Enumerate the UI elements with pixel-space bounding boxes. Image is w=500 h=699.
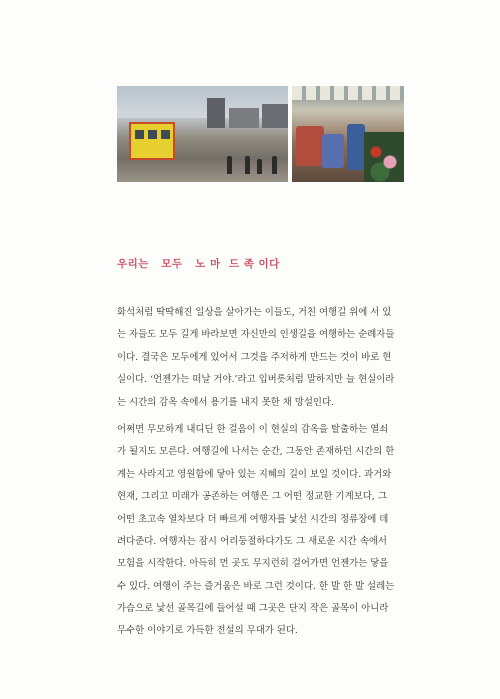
paragraph-2 (117, 419, 395, 643)
text-line: 모험을 시작한다. 아득히 먼 곳도 무지런히 걸어가면 언젠가는 닿을 (117, 558, 389, 570)
text-line: 려다준다. 여행자는 잠시 어리둥절하다가도 그 새로운 시간 속에서 (117, 535, 387, 547)
tram-window (135, 130, 144, 139)
photo-building (262, 104, 288, 128)
tram-window (161, 130, 170, 139)
text-line: 가 될지도 모른다. 여행길에 나서는 순간, 그동안 존재하던 시간의 한 (117, 446, 395, 458)
photo-person (257, 159, 262, 174)
tram-street-photo (117, 86, 288, 182)
text-line: 는 자들도 모두 길게 바라보면 자신만의 인생길을 여행하는 순례자들 (117, 329, 395, 341)
text-line: 이다. 결국은 모두에게 있어서 그것을 주저하게 만드는 것이 바로 현 (117, 351, 392, 363)
market-stall (296, 126, 324, 166)
text-line: 실이다. ‘언젠가는 떠날 거야.’라고 입버릇처럼 말하지만 늘 현실이라 (117, 374, 395, 386)
paragraph-1 (117, 302, 395, 414)
section-heading: 우리는 모두 노 마 드 족 이다 (117, 258, 280, 270)
text-line: 어떤 초고속 열차보다 더 빠르게 여행자를 낯선 시간의 정류장에 데 (117, 513, 389, 525)
flower-stand (364, 132, 404, 182)
tram (129, 122, 175, 160)
text-line: 수 있다. 여행이 주는 즐거움은 바로 그런 것이다. 한 발 한 발 설레는 (117, 580, 395, 592)
photo-ground (117, 160, 288, 182)
photo-person (272, 156, 277, 174)
text-line: 가슴으로 낯선 골목길에 들어설 때 그곳은 단지 작은 골목이 아니라 (117, 603, 389, 615)
photo-person (227, 156, 232, 174)
market-photo (292, 86, 404, 182)
market-awning (292, 86, 404, 100)
market-person (347, 124, 365, 170)
text-line: 는 시간의 감옥 속에서 용기를 내지 못한 채 망설인다. (117, 396, 335, 408)
text-line: 화석처럼 딱딱해진 일상을 살아가는 이들도, 거친 여행길 위에 서 있 (117, 307, 392, 318)
text-line: 어쩌면 무모하게 내디딘 한 걸음이 이 현실의 감옥을 탈출하는 열쇠 (117, 423, 389, 435)
body-text (117, 302, 395, 648)
photo-strip (117, 86, 404, 182)
market-person (322, 134, 344, 168)
text-line: 현재, 그리고 미래가 공존하는 여행은 그 어떤 정교한 기계보다, 그 (117, 491, 387, 503)
text-line: 계는 사라지고 영원함에 닿아 있는 지혜의 길이 보일 것이다. 과거와 (117, 468, 392, 480)
tram-window (148, 130, 157, 139)
photo-building (207, 98, 225, 128)
photo-building (229, 108, 259, 128)
text-line: 무수한 이야기로 가득한 전설의 무대가 된다. (117, 625, 298, 637)
photo-person (245, 156, 250, 174)
